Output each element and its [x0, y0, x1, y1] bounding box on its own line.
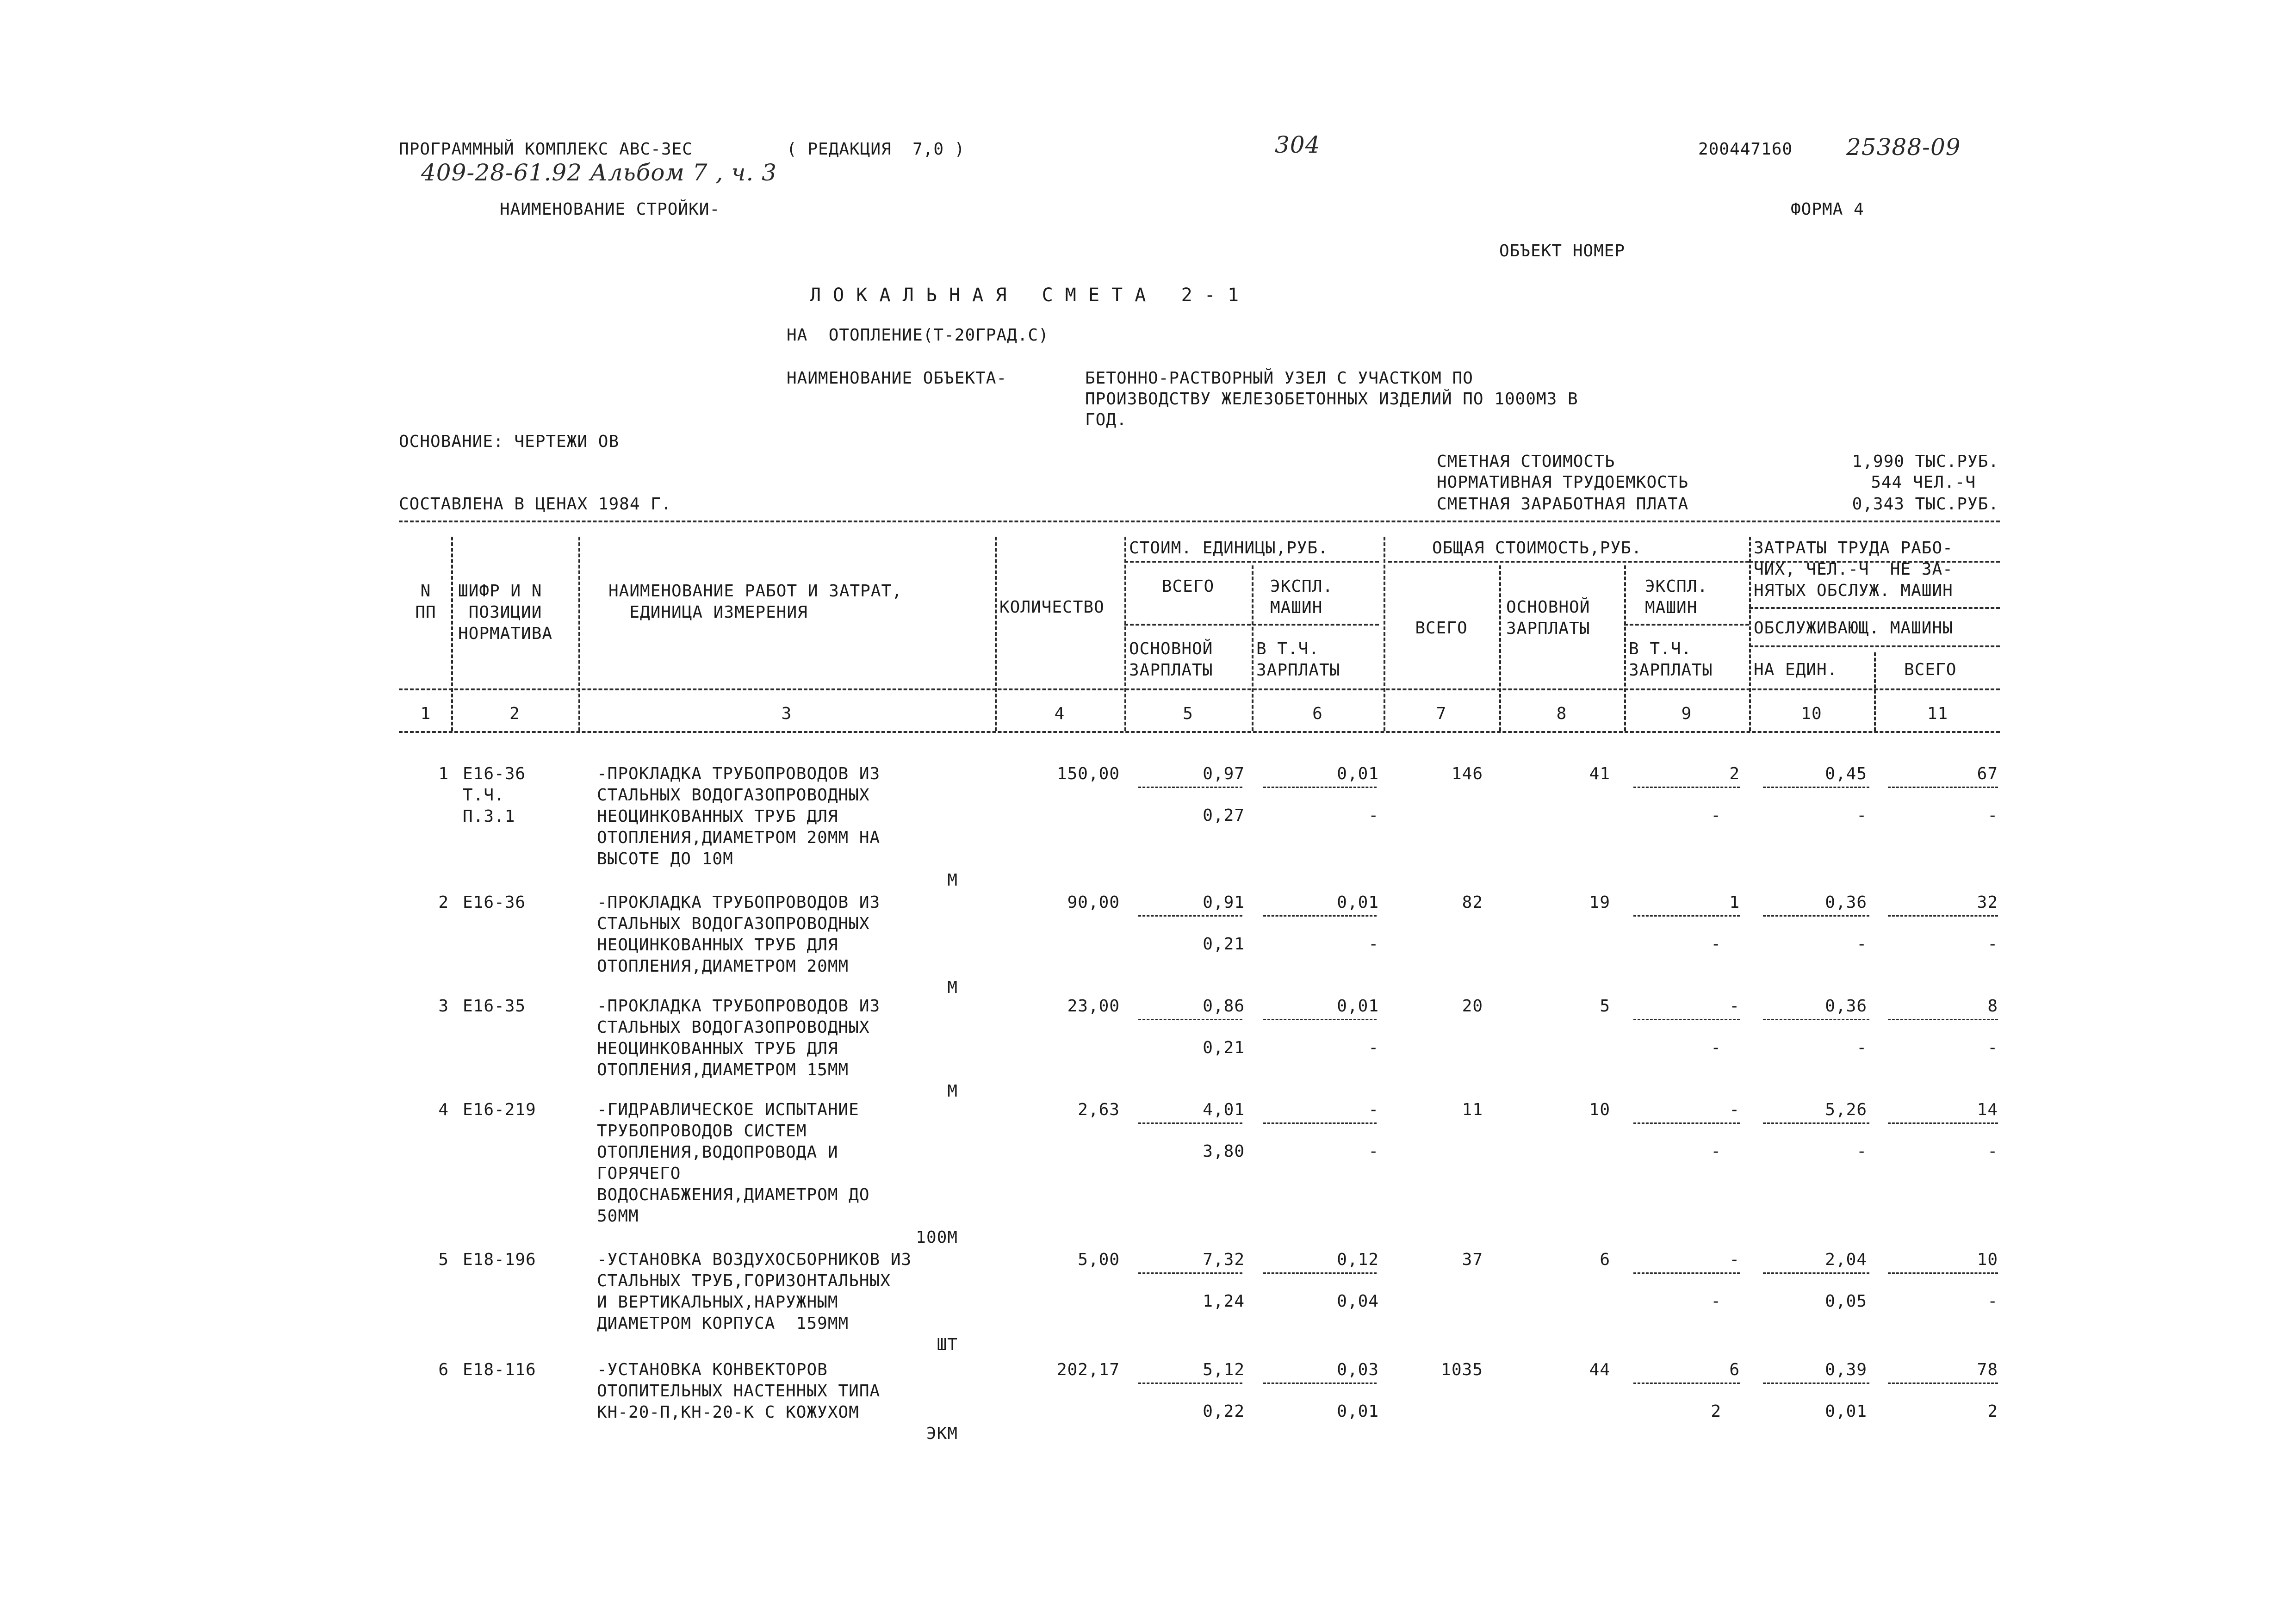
- row-total-wage: 5: [1600, 997, 1610, 1016]
- row-divider: [1633, 1383, 1740, 1384]
- row-total-machines-wage: -: [1711, 1038, 1721, 1057]
- program-name: ПРОГРАММНЫЙ КОМПЛЕКС АВС-3ЕС: [399, 140, 693, 159]
- col-header-5-top: ВСЕГО: [1161, 577, 1215, 596]
- vrule-2: [578, 537, 580, 731]
- row-unit-machines-wage: -: [1368, 806, 1379, 825]
- row-labor-unit-machines: 0,05: [1825, 1292, 1867, 1311]
- object-number-label: ОБЪЕКТ НОМЕР: [1499, 242, 1626, 260]
- row-total-machines-wage: 2: [1711, 1402, 1721, 1421]
- row-number: 3: [438, 997, 449, 1016]
- col-header-unit-cost: СТОИМ. ЕДИНИЦЫ,РУБ.: [1129, 539, 1328, 558]
- summary-labor-value: 544 ЧЕЛ.-Ч: [1871, 473, 1976, 492]
- col-header-11: ВСЕГО: [1904, 660, 1957, 679]
- row-number: 2: [438, 893, 449, 912]
- row-total: 146: [1451, 764, 1483, 783]
- row-quantity: 23,00: [1067, 997, 1120, 1016]
- row-unit-machines-wage: -: [1368, 935, 1379, 954]
- row-divider: [1263, 1019, 1377, 1020]
- row-total-wage: 19: [1589, 893, 1610, 912]
- row-total: 1035: [1441, 1360, 1483, 1379]
- row-divider: [1763, 915, 1869, 917]
- row-divider: [1888, 1019, 1998, 1020]
- table-number-rule: [399, 731, 2000, 733]
- row-quantity: 202,17: [1056, 1360, 1120, 1379]
- row-unit-total: 0,91: [1203, 893, 1245, 912]
- row-total: 20: [1462, 997, 1483, 1016]
- row-divider: [1138, 787, 1242, 788]
- row-divider: [1888, 1122, 1998, 1124]
- row-divider: [1633, 1019, 1740, 1020]
- row-labor-unit: 0,39: [1825, 1360, 1867, 1379]
- row-unit-wage: 0,21: [1203, 935, 1245, 954]
- row-unit: 100М: [916, 1228, 958, 1247]
- row-total-machines: -: [1729, 1100, 1740, 1119]
- row-code: Е16-219: [463, 1100, 536, 1119]
- summary-wage-label: СМЕТНАЯ ЗАРАБОТНАЯ ПЛАТА: [1437, 495, 1689, 514]
- row-unit-machines: 0,03: [1337, 1360, 1379, 1379]
- row-divider: [1763, 1272, 1869, 1274]
- row-unit-total: 4,01: [1203, 1100, 1245, 1119]
- row-labor-unit-machines: -: [1856, 806, 1867, 825]
- vrule-1: [451, 537, 453, 731]
- vrule-3: [995, 537, 997, 731]
- row-labor-total: 32: [1977, 893, 1998, 912]
- col-number-1: 1: [420, 704, 431, 723]
- row-code: Е18-116: [463, 1360, 536, 1379]
- row-labor-unit: 0,36: [1825, 893, 1867, 912]
- row-divider: [1763, 787, 1869, 788]
- row-total-machines: -: [1729, 1250, 1740, 1269]
- row-divider: [1633, 1272, 1740, 1274]
- mach-mid-rule: [1624, 624, 1749, 626]
- row-number: 4: [438, 1100, 449, 1119]
- row-labor-unit-machines: -: [1856, 1142, 1867, 1161]
- form-label: ФОРМА 4: [1791, 200, 1864, 219]
- col-number-11: 11: [1927, 704, 1948, 723]
- row-name: -УСТАНОВКА КОНВЕКТОРОВ ОТОПИТЕЛЬНЫХ НАСТЕННЫХ ТИПА КН-20-П,КН-20-К С КОЖУХОМ: [597, 1360, 881, 1422]
- row-divider: [1888, 1383, 1998, 1384]
- album-reference: 409-28-61.92 Альбом 7 , ч. 3: [421, 159, 777, 186]
- row-unit-total: 0,86: [1203, 997, 1245, 1016]
- row-total-wage: 44: [1589, 1360, 1610, 1379]
- estimate-title: Л О К А Л Ь Н А Я С М Е Т А 2 - 1: [810, 285, 1240, 306]
- row-unit-wage: 0,27: [1203, 806, 1245, 825]
- row-labor-total: 78: [1977, 1360, 1998, 1379]
- row-labor-total-machines: 2: [1987, 1402, 1998, 1421]
- col-header-7: ВСЕГО: [1415, 619, 1468, 638]
- row-labor-total-machines: -: [1987, 1038, 1998, 1057]
- row-labor-total: 10: [1977, 1250, 1998, 1269]
- row-divider: [1763, 1019, 1869, 1020]
- col-number-7: 7: [1436, 704, 1447, 723]
- col-number-9: 9: [1681, 704, 1692, 723]
- row-total: 82: [1462, 893, 1483, 912]
- row-divider: [1888, 1272, 1998, 1274]
- page-number: 304: [1275, 131, 1321, 158]
- row-unit: М: [947, 1082, 958, 1101]
- basis-line: ОСНОВАНИЕ: ЧЕРТЕЖИ ОВ: [399, 432, 620, 451]
- row-total-machines: 2: [1729, 764, 1740, 783]
- col-header-labor-sub: ОБСЛУЖИВАЮЩ. МАШИНЫ: [1754, 619, 1953, 638]
- row-quantity: 2,63: [1078, 1100, 1120, 1119]
- row-total: 37: [1462, 1250, 1483, 1269]
- row-labor-unit: 0,36: [1825, 997, 1867, 1016]
- row-unit-wage: 0,21: [1203, 1038, 1245, 1057]
- row-divider: [1263, 1383, 1377, 1384]
- table-header-rule: [399, 688, 2000, 690]
- row-unit-machines-wage: -: [1368, 1142, 1379, 1161]
- row-code: Е16-36 Т.Ч. П.3.1: [463, 764, 526, 826]
- row-divider: [1138, 1383, 1242, 1384]
- col-header-4: КОЛИЧЕСТВО: [999, 598, 1105, 617]
- vrule-9: [1749, 537, 1751, 731]
- row-total-machines-wage: -: [1711, 1292, 1721, 1311]
- row-total-machines: 6: [1729, 1360, 1740, 1379]
- construction-name-label: НАИМЕНОВАНИЕ СТРОЙКИ-: [500, 200, 720, 219]
- col-header-1: N ПП: [415, 582, 436, 622]
- row-unit-total: 7,32: [1203, 1250, 1245, 1269]
- col-header-10: НА ЕДИН.: [1754, 660, 1838, 679]
- vrule-7: [1499, 565, 1501, 731]
- col-header-2: ШИФР И N ПОЗИЦИИ НОРМАТИВА: [458, 582, 553, 643]
- col-header-9-bot: В Т.Ч. ЗАРПЛАТЫ: [1629, 639, 1713, 680]
- row-name: -ПРОКЛАДКА ТРУБОПРОВОДОВ ИЗ СТАЛЬНЫХ ВОДОГАЗОПРОВОДНЫХ НЕОЦИНКОВАННЫХ ТРУБ ДЛЯ ОТОПЛЕНИЯ,ДИАМЕТРОМ 15ММ: [597, 997, 881, 1079]
- col-header-5-bot: ОСНОВНОЙ ЗАРПЛАТЫ: [1129, 639, 1213, 680]
- row-labor-total: 67: [1977, 764, 1998, 783]
- row-unit: ШТ: [937, 1335, 958, 1354]
- object-name-line-3: ГОД.: [1085, 410, 1127, 429]
- row-total-machines: 1: [1729, 893, 1740, 912]
- row-code: Е18-196: [463, 1250, 536, 1269]
- col-number-10: 10: [1801, 704, 1822, 723]
- col-number-8: 8: [1556, 704, 1567, 723]
- document-code: 25388-09: [1846, 134, 1961, 161]
- col-header-9-top: ЭКСПЛ. МАШИН: [1645, 577, 1708, 617]
- summary-cost-value: 1,990 ТЫС.РУБ.: [1852, 452, 1999, 471]
- row-unit-machines: -: [1368, 1100, 1379, 1119]
- row-labor-total: 14: [1977, 1100, 1998, 1119]
- col-number-2: 2: [509, 704, 520, 723]
- labor-mid-rule-1: [1749, 607, 2000, 609]
- col-header-labor: ЗАТРАТЫ ТРУДА РАБО- ЧИХ, ЧЕЛ.-Ч НЕ ЗА- НЯТЫХ ОБСЛУЖ. МАШИН: [1754, 539, 1953, 600]
- vrule-4: [1124, 537, 1126, 731]
- row-labor-total-machines: -: [1987, 1142, 1998, 1161]
- row-divider: [1763, 1122, 1869, 1124]
- object-name-label: НАИМЕНОВАНИЕ ОБЪЕКТА-: [787, 369, 1007, 388]
- row-divider: [1633, 787, 1740, 788]
- row-quantity: 90,00: [1067, 893, 1120, 912]
- row-unit-total: 0,97: [1203, 764, 1245, 783]
- col-number-5: 5: [1183, 704, 1193, 723]
- object-name-line-2: ПРОИЗВОДСТВУ ЖЕЛЕЗОБЕТОННЫХ ИЗДЕЛИЙ ПО 1000М3 В: [1085, 390, 1578, 409]
- row-unit-machines: 0,12: [1337, 1250, 1379, 1269]
- row-code: Е16-35: [463, 997, 526, 1016]
- row-total-machines-wage: -: [1711, 806, 1721, 825]
- row-divider: [1138, 915, 1242, 917]
- row-quantity: 5,00: [1078, 1250, 1120, 1269]
- row-quantity: 150,00: [1056, 764, 1120, 783]
- row-unit: ЭКМ: [926, 1424, 958, 1443]
- col-number-4: 4: [1054, 704, 1065, 723]
- summary-wage-value: 0,343 ТЫС.РУБ.: [1852, 495, 1999, 514]
- row-unit-wage: 1,24: [1203, 1292, 1245, 1311]
- row-number: 5: [438, 1250, 449, 1269]
- col-header-8: ОСНОВНОЙ ЗАРПЛАТЫ: [1506, 598, 1590, 638]
- row-divider: [1888, 915, 1998, 917]
- row-divider: [1888, 787, 1998, 788]
- row-total-wage: 41: [1589, 764, 1610, 783]
- row-unit-machines-wage: 0,04: [1337, 1292, 1379, 1311]
- row-total-machines: -: [1729, 997, 1740, 1016]
- prices-line: СОСТАВЛЕНА В ЦЕНАХ 1984 Г.: [399, 495, 672, 514]
- row-name: -ПРОКЛАДКА ТРУБОПРОВОДОВ ИЗ СТАЛЬНЫХ ВОДОГАЗОПРОВОДНЫХ НЕОЦИНКОВАННЫХ ТРУБ ДЛЯ ОТОПЛЕНИЯ,ДИАМЕТРОМ 20ММ: [597, 893, 881, 976]
- unit-cost-rule: [1124, 561, 1379, 563]
- row-divider: [1138, 1019, 1242, 1020]
- row-number: 1: [438, 764, 449, 783]
- estimate-subject: НА ОТОПЛЕНИЕ(Т-20ГРАД.С): [787, 326, 1049, 345]
- col-number-3: 3: [781, 704, 792, 723]
- row-labor-unit: 0,45: [1825, 764, 1867, 783]
- row-labor-total: 8: [1987, 997, 1998, 1016]
- total-cost-rule: [1388, 561, 1749, 563]
- summary-labor-label: НОРМАТИВНАЯ ТРУДОЕМКОСТЬ: [1437, 473, 1689, 492]
- row-unit: М: [947, 871, 958, 890]
- row-name: -ГИДРАВЛИЧЕСКОЕ ИСПЫТАНИЕ ТРУБОПРОВОДОВ СИСТЕМ ОТОПЛЕНИЯ,ВОДОПРОВОДА И ГОРЯЧЕГО ВОДОСНАБЖЕНИЯ,ДИАМЕТРОМ ДО 50ММ: [597, 1100, 870, 1226]
- row-total-wage: 10: [1589, 1100, 1610, 1119]
- row-unit-machines: 0,01: [1337, 764, 1379, 783]
- row-name: -УСТАНОВКА ВОЗДУХОСБОРНИКОВ ИЗ СТАЛЬНЫХ ТРУБ,ГОРИЗОНТАЛЬНЫХ И ВЕРТИКАЛЬНЫХ,НАРУЖНЫМ ДИАМЕТРОМ КОРПУСА 159ММ: [597, 1250, 912, 1333]
- row-total-machines-wage: -: [1711, 935, 1721, 954]
- vrule-10: [1874, 652, 1876, 731]
- vrule-6: [1384, 537, 1385, 731]
- table-top-rule: [399, 521, 2000, 522]
- col-header-3: НАИМЕНОВАНИЕ РАБОТ И ЗАТРАТ, ЕДИНИЦА ИЗМЕРЕНИЯ: [608, 582, 902, 622]
- summary-cost-label: СМЕТНАЯ СТОИМОСТЬ: [1437, 452, 1615, 471]
- row-labor-unit-machines: 0,01: [1825, 1402, 1867, 1421]
- vrule-5: [1252, 565, 1253, 731]
- row-number: 6: [438, 1360, 449, 1379]
- row-divider: [1633, 915, 1740, 917]
- row-unit-machines-wage: 0,01: [1337, 1402, 1379, 1421]
- row-divider: [1138, 1122, 1242, 1124]
- row-labor-total-machines: -: [1987, 806, 1998, 825]
- col-header-total-cost: ОБЩАЯ СТОИМОСТЬ,РУБ.: [1432, 539, 1642, 558]
- row-divider: [1263, 787, 1377, 788]
- row-divider: [1263, 1272, 1377, 1274]
- row-unit-wage: 0,22: [1203, 1402, 1245, 1421]
- row-divider: [1263, 915, 1377, 917]
- row-labor-unit-machines: -: [1856, 1038, 1867, 1057]
- labor-mid-rule-2: [1749, 645, 2000, 647]
- document-number: 200447160: [1698, 140, 1793, 159]
- row-unit-machines: 0,01: [1337, 997, 1379, 1016]
- row-labor-total-machines: -: [1987, 1292, 1998, 1311]
- row-code: Е16-36: [463, 893, 526, 912]
- row-labor-unit: 2,04: [1825, 1250, 1867, 1269]
- object-name-line-1: БЕТОННО-РАСТВОРНЫЙ УЗЕЛ С УЧАСТКОМ ПО: [1085, 369, 1473, 388]
- row-divider: [1263, 1122, 1377, 1124]
- row-labor-unit: 5,26: [1825, 1100, 1867, 1119]
- col-header-6-top: ЭКСПЛ. МАШИН: [1270, 577, 1334, 617]
- row-unit-machines-wage: -: [1368, 1038, 1379, 1057]
- program-edition: ( РЕДАКЦИЯ 7,0 ): [787, 140, 965, 159]
- row-unit-wage: 3,80: [1203, 1142, 1245, 1161]
- row-total: 11: [1462, 1100, 1483, 1119]
- row-labor-total-machines: -: [1987, 935, 1998, 954]
- row-divider: [1138, 1272, 1242, 1274]
- row-total-wage: 6: [1600, 1250, 1610, 1269]
- col-number-6: 6: [1312, 704, 1323, 723]
- row-unit: М: [947, 978, 958, 997]
- vrule-8: [1624, 565, 1626, 731]
- row-unit-machines: 0,01: [1337, 893, 1379, 912]
- row-total-machines-wage: -: [1711, 1142, 1721, 1161]
- row-divider: [1633, 1122, 1740, 1124]
- row-labor-unit-machines: -: [1856, 935, 1867, 954]
- row-unit-total: 5,12: [1203, 1360, 1245, 1379]
- row-divider: [1763, 1383, 1869, 1384]
- col-header-6-bot: В Т.Ч. ЗАРПЛАТЫ: [1256, 639, 1340, 680]
- row-name: -ПРОКЛАДКА ТРУБОПРОВОДОВ ИЗ СТАЛЬНЫХ ВОДОГАЗОПРОВОДНЫХ НЕОЦИНКОВАННЫХ ТРУБ ДЛЯ ОТОПЛЕНИЯ,ДИАМЕТРОМ 20ММ НА ВЫСОТЕ ДО 10М: [597, 764, 881, 868]
